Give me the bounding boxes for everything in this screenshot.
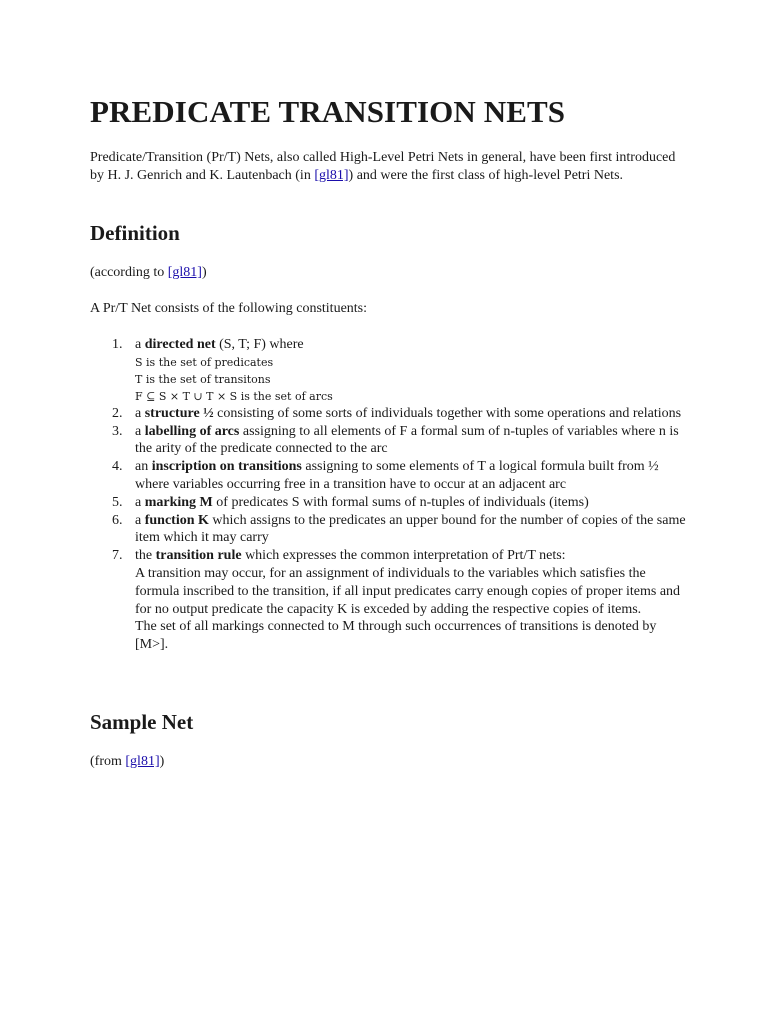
list-item-number: 1. [112, 337, 123, 352]
list-item-text: of predicates S with formal sums of n-tuples of individuals (items) [212, 494, 589, 510]
markings-description: The set of all markings connected to M through such occurrences of transitions is denoted by [M>]. [135, 619, 657, 653]
list-item-prefix: the [135, 548, 156, 564]
predicates-line: S is the set of predicates [135, 355, 274, 369]
list-item-number: 5. [112, 494, 123, 510]
constituents-list [90, 336, 690, 654]
list-item [90, 405, 690, 423]
list-item-number: 6. [112, 512, 123, 528]
from-line [90, 753, 164, 771]
according-reference-link[interactable]: [gl81] [167, 265, 202, 280]
according-text-after: ) [201, 265, 207, 280]
list-item-prefix: a [135, 494, 145, 510]
list-item-term: function K [144, 512, 209, 528]
list-item-term: inscription on transitions [151, 459, 302, 475]
transition-rule-description: A transition may occur, for an assignment of individuals to the variables which satisfies the formula inscribed to the transition, if all input predicates carry enough copies of proper items and for no output predicate the capacity K is exceded by adding the respective copies of items. [135, 565, 681, 617]
list-item-term: directed net [144, 337, 216, 352]
list-item-prefix: a [135, 405, 145, 421]
list-item-prefix: an [135, 459, 152, 475]
list-item [90, 336, 690, 405]
sample-net-heading: Sample Net [90, 710, 194, 734]
from-text-before: (from [90, 754, 126, 769]
list-item [90, 423, 690, 459]
from-reference-link[interactable]: [gl81] [125, 754, 160, 769]
list-item-text: assigning to all elements of F a formal sum of n-tuples of variables where n is the arity of the predicate connected to the arc [135, 423, 679, 457]
transitions-line: T is the set of transitons [135, 372, 271, 386]
list-item [90, 512, 690, 548]
list-item-prefix: a [135, 423, 145, 439]
list-item-number: 4. [112, 459, 123, 475]
list-item-text: (S, T; F) where [215, 337, 304, 352]
according-to-line [90, 264, 207, 282]
list-item-term: structure ½ [144, 405, 214, 421]
according-text-before: (according to [90, 265, 168, 280]
list-item-prefix: a [135, 337, 145, 352]
intro-paragraph [90, 149, 680, 185]
arcs-line: F ⊆ S × T ∪ T × S is the set of arcs [135, 389, 333, 403]
list-item-term: marking M [144, 494, 213, 510]
list-item [90, 458, 690, 494]
list-item [90, 547, 690, 654]
intro-text-before: Predicate/Transition (Pr/T) Nets, also called High-Level Petri Nets in general, have been first introduced by H. J. Genrich and K. Lautenbach (in [90, 150, 676, 183]
list-item-number: 3. [112, 423, 123, 439]
list-item-prefix: a [135, 512, 145, 528]
list-item [90, 494, 690, 512]
from-text-after: ) [159, 754, 165, 769]
constituents-lead: A Pr/T Net consists of the following constituents: [90, 301, 368, 316]
intro-text-after: ) and were the first class of high-level Petri Nets. [348, 168, 624, 183]
list-item-text: which expresses the common interpretation of Prt/T nets: [241, 548, 566, 564]
intro-reference-link[interactable]: [gl81] [314, 168, 349, 183]
page-title: PREDICATE TRANSITION NETS [90, 94, 566, 129]
list-item-text: which assigns to the predicates an upper bound for the number of copies of the same item which it may carry [135, 512, 686, 546]
list-item-term: transition rule [155, 548, 242, 564]
list-item-text: consisting of some sorts of individuals together with some operations and relations [213, 405, 682, 421]
list-item-number: 2. [112, 405, 123, 421]
list-item-number: 7. [112, 548, 123, 564]
list-item-term: labelling of arcs [144, 423, 240, 439]
list-item-text: assigning to some elements of T a logical formula built from ½ where variables occurring free in a transition have to occur at an adjacent arc [135, 459, 659, 492]
definition-heading: Definition [90, 221, 180, 245]
